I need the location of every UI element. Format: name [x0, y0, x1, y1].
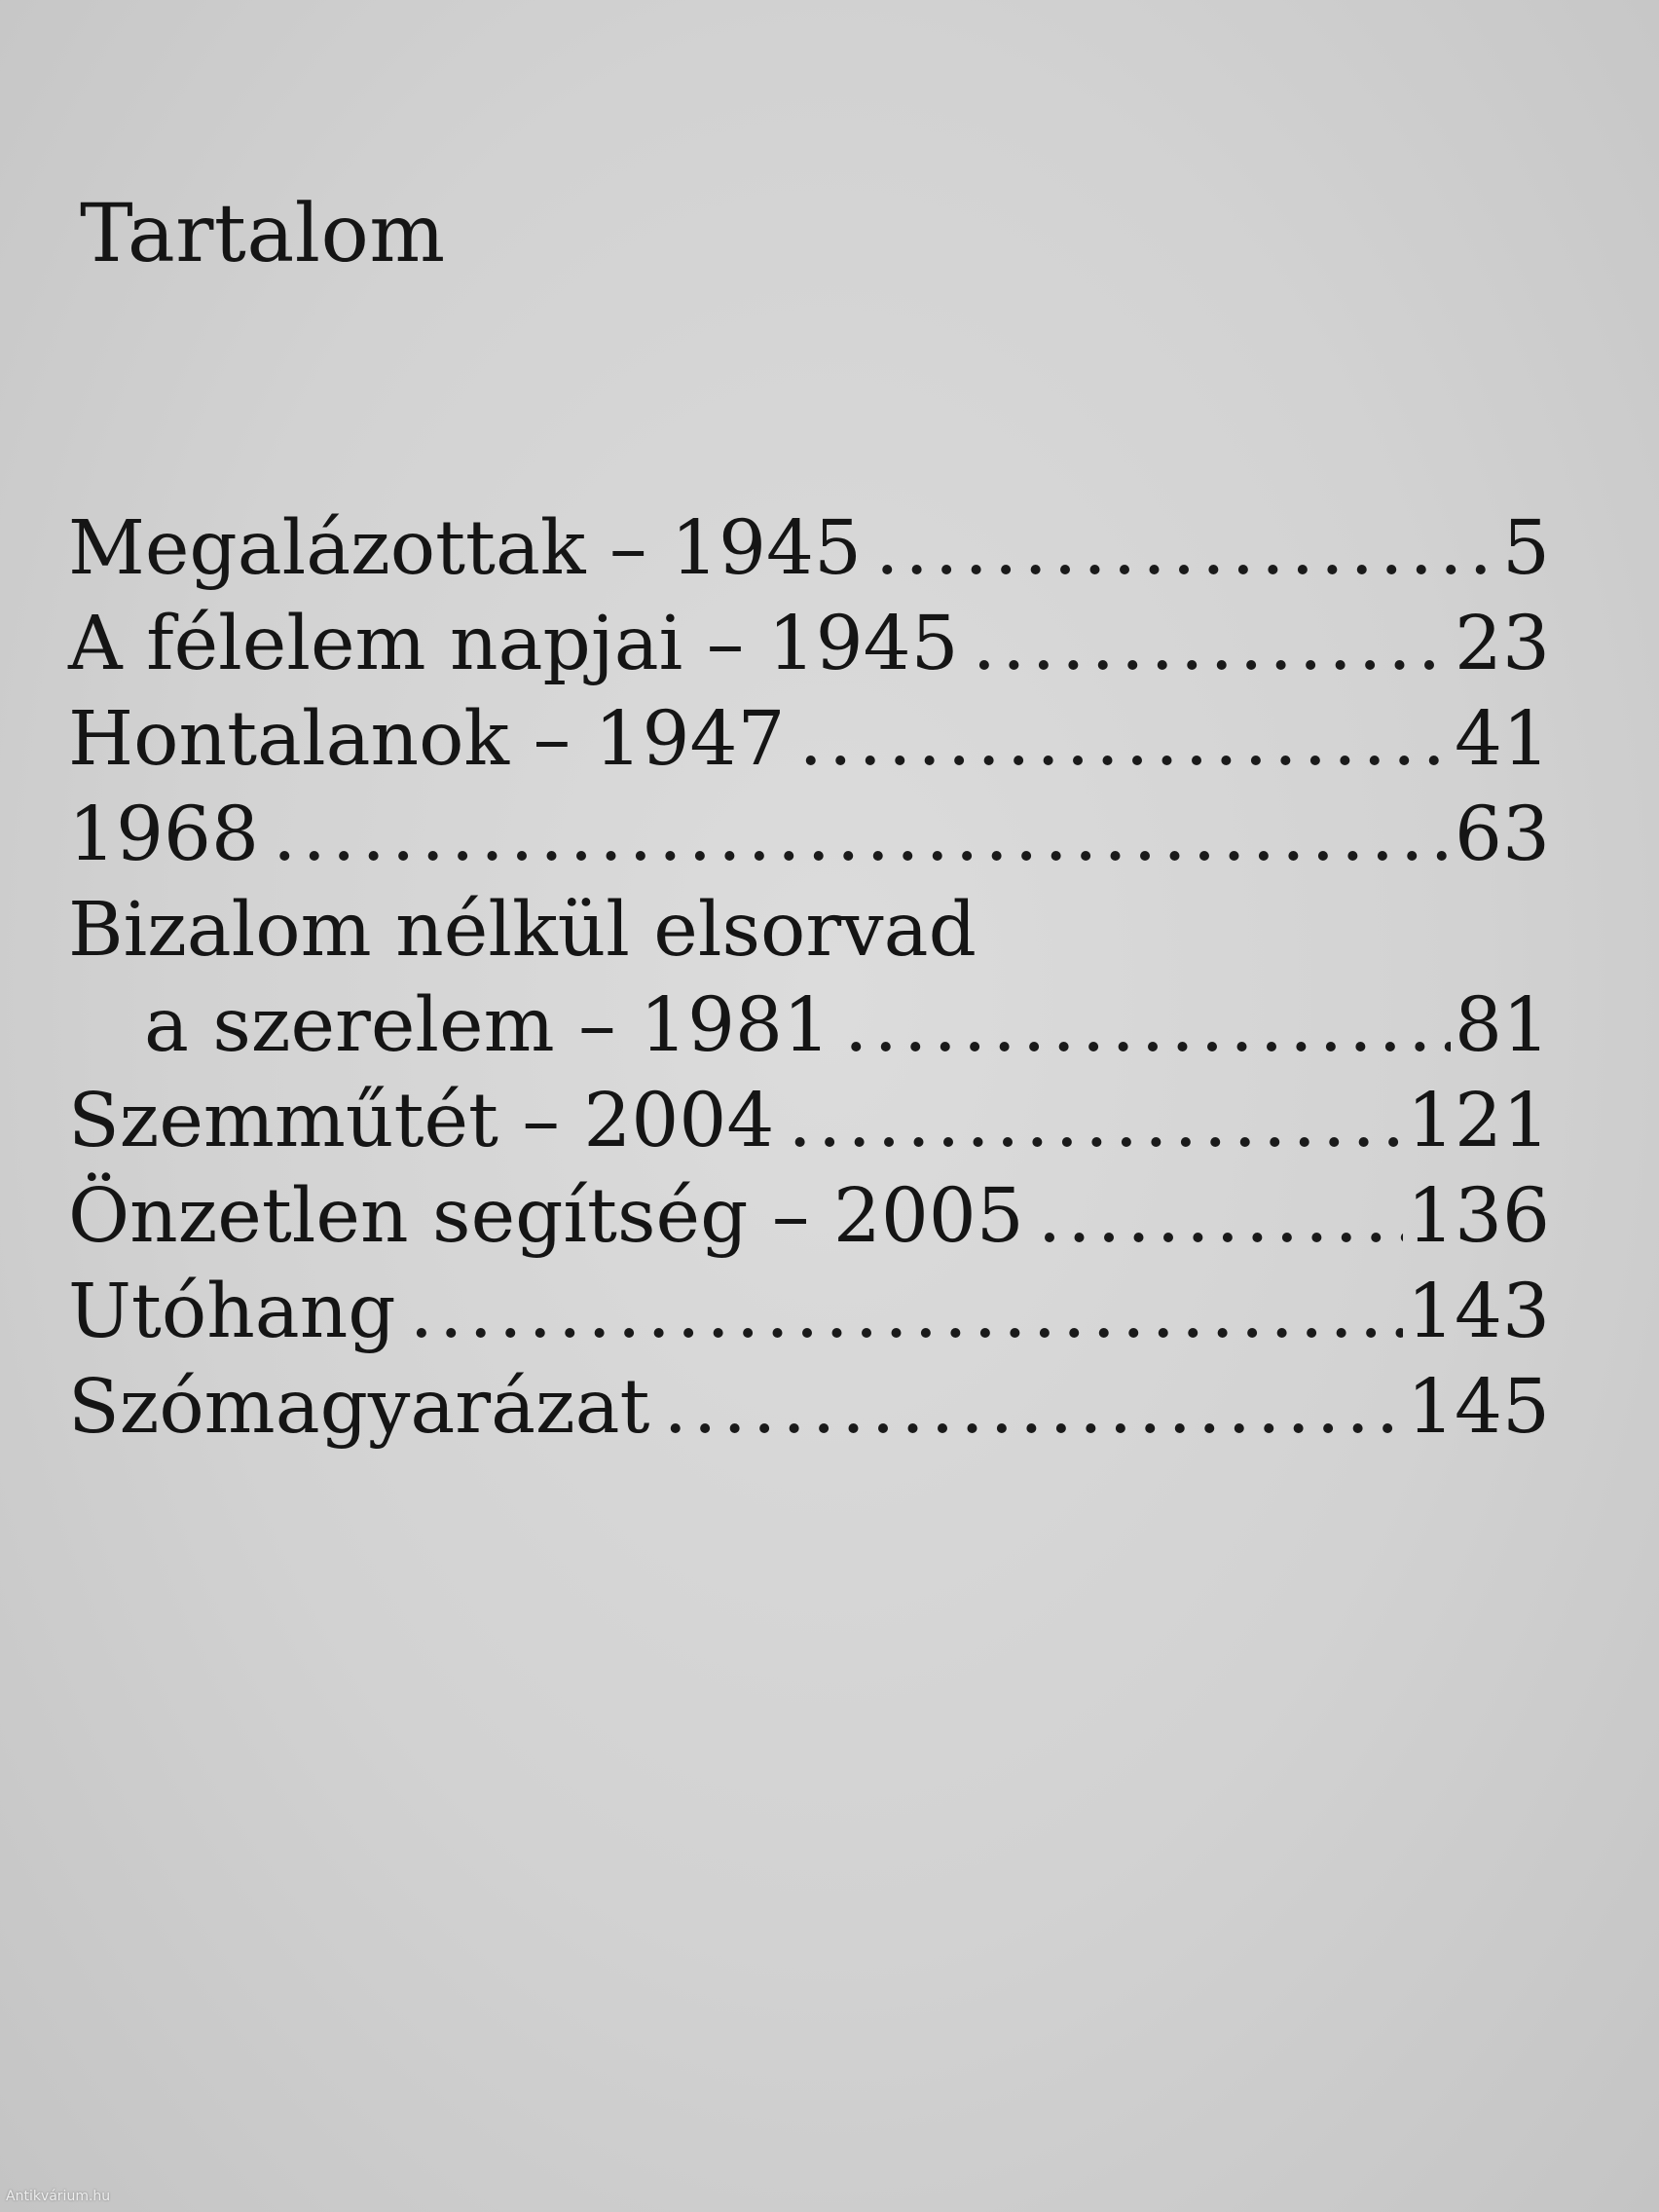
watermark: Antikvárium.hu [6, 2189, 111, 2204]
toc-page-number: 81 [1455, 982, 1550, 1069]
toc-entry [68, 597, 1550, 692]
toc-entry-title: Megalázottak – 1945 [68, 505, 862, 592]
toc-entry [68, 788, 1550, 883]
toc-page-number: 5 [1502, 505, 1550, 592]
toc-page-number: 143 [1407, 1269, 1550, 1355]
toc-entry [68, 1265, 1550, 1360]
dot-leader [844, 978, 1451, 1074]
toc-page-number: 63 [1455, 792, 1550, 878]
toc-entry [68, 1360, 1550, 1456]
toc-entry-title: Szemműtét – 2004 [68, 1078, 775, 1164]
page-title: Tartalom [80, 188, 446, 280]
toc-page-number: 121 [1407, 1078, 1550, 1164]
toc-entry [68, 692, 1550, 788]
toc-entry-title: Hontalanok – 1947 [68, 696, 786, 783]
dot-leader [875, 501, 1498, 597]
toc-entry-title-line1: Bizalom nélkül elsorvad [68, 887, 977, 974]
toc-entry [68, 501, 1550, 597]
toc-entry [68, 1074, 1550, 1169]
toc-entry-title: 1968 [68, 792, 259, 878]
toc-entry [68, 978, 1550, 1074]
dot-leader [799, 692, 1452, 788]
toc-entry [68, 1169, 1550, 1265]
dot-leader [973, 597, 1451, 692]
toc-page-number: 145 [1407, 1364, 1550, 1451]
toc-page-number: 23 [1455, 601, 1550, 687]
toc-page-number: 41 [1455, 696, 1550, 783]
toc-entry-title: Utóhang [68, 1269, 396, 1355]
table-of-contents [68, 501, 1550, 1456]
toc-page-number: 136 [1407, 1173, 1550, 1260]
dot-leader [410, 1265, 1403, 1360]
dot-leader [273, 788, 1451, 883]
dot-leader [663, 1360, 1403, 1456]
toc-entry-title: A félelem napjai – 1945 [68, 601, 959, 687]
toc-entry-title: Önzetlen segítség – 2005 [68, 1173, 1024, 1260]
dot-leader [1038, 1169, 1403, 1265]
toc-entry-title-line2: a szerelem – 1981 [144, 982, 831, 1069]
toc-entry-title: Szómagyarázat [68, 1364, 650, 1451]
dot-leader [788, 1074, 1403, 1169]
